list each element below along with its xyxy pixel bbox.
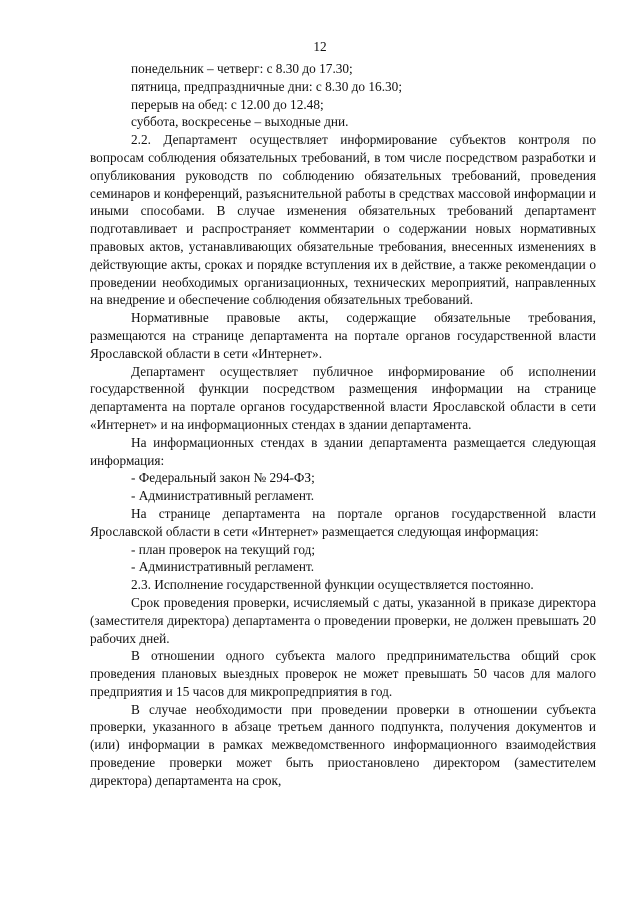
list-item-inspection-plan: - план проверок на текущий год; bbox=[131, 541, 316, 557]
paragraph-normative-acts: Нормативные правовые акты, содержащие обязательные требования, размещаются на странице департамента на портале органов государственной власти Ярославской области в сети «Интернет». bbox=[90, 310, 596, 361]
paragraph-public-informing: Департамент осуществляет публичное информирование об исполнении государственной функции посредством размещения информации на странице департамента на портале органов государственной власти Ярославской области в сети «Интернет» и на информационных стендах в здании департамента. bbox=[90, 363, 596, 432]
paragraph-web-page: На странице департамента на портале органов государственной власти Ярославской области в сети «Интернет» размещается следующая информация: bbox=[90, 505, 596, 539]
schedule-weekend: суббота, воскресенье – выходные дни. bbox=[131, 114, 349, 130]
paragraph-small-business: В отношении одного субъекта малого предпринимательства общий срок проведения плановых выездных проверок не может превышать 50 часов для малого предприятия и 15 часов для микропредприятия в год. bbox=[90, 648, 596, 699]
paragraph-2-2: 2.2. Департамент осуществляет информирование субъектов контроля по вопросам соблюдения обязательных требований, в том числе посредством разработки и опубликования руководств по соблюдению обязательных требований, проведения семинаров и конференций, разъяснительной работы в средствах массовой информации и иными способами. В случае изменения обязательных требований департамент подготавливает и распространяет комментарии о содержании новых нормативных правовых актов, устанавливающих обязательные требования, внесенных изменениях в действующие акты, сроках и порядке вступления их в действие, а также рекомендации о проведении необходимых организационных, технических мероприятий, направленных на внедрение и обеспечение соблюдения обязательных требований. bbox=[90, 132, 596, 308]
list-item-regulation-2: - Административный регламент. bbox=[131, 559, 315, 575]
paragraph-suspension: В случае необходимости при проведении проверки в отношении субъекта проверки, указанного в абзаце третьем данного подпункта, получения документов и (или) информации в рамках межведомственного информационного взаимодействия проведение проверки может быть приостановлено директором (заместителем директора) департамента на срок, bbox=[90, 701, 596, 788]
schedule-lunch: перерыв на обед: с 12.00 до 12.48; bbox=[131, 96, 324, 112]
document-body bbox=[90, 60, 596, 790]
list-item-federal-law: - Федеральный закон № 294-ФЗ; bbox=[131, 470, 315, 486]
page-number: 12 bbox=[313, 39, 327, 54]
paragraph-stands: На информационных стендах в здании департамента размещается следующая информация: bbox=[90, 434, 596, 468]
paragraph-2-3: 2.3. Исполнение государственной функции осуществляется постоянно. bbox=[131, 577, 534, 593]
schedule-friday: пятница, предпраздничные дни: с 8.30 до 16.30; bbox=[131, 78, 403, 94]
list-item-regulation: - Административный регламент. bbox=[131, 488, 315, 504]
paragraph-inspection-term: Срок проведения проверки, исчисляемый с даты, указанной в приказе директора (заместителя директора) департамента о проведении проверки, не должен превышать 20 рабочих дней. bbox=[90, 594, 596, 646]
schedule-weekdays: понедельник – четверг: с 8.30 до 17.30; bbox=[131, 61, 353, 76]
